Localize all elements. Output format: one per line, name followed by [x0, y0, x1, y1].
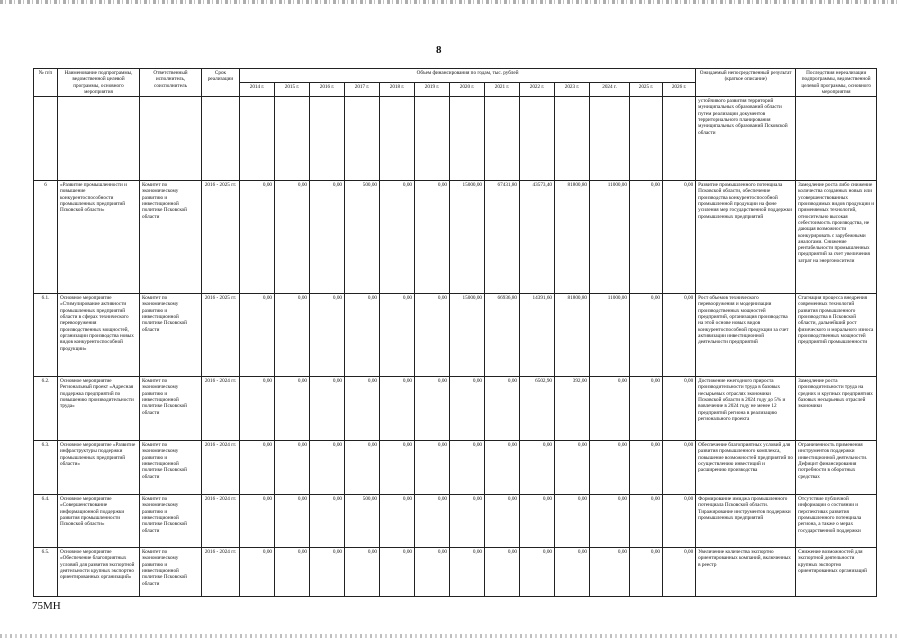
- row-value: 0,00: [275, 441, 310, 495]
- scan-edge-top: [0, 0, 899, 4]
- page-number: 8: [436, 44, 442, 56]
- row-executor: Комитет по экономическому развитию и инвестиционной политике Псковской области: [140, 294, 202, 377]
- row-value: 0,00: [380, 377, 415, 441]
- row-result: Обеспечение благоприятных условий для развития промышленного комплекса, повышение возможностей предприятий по осуществлению инвестиций и расширению производства: [696, 441, 796, 495]
- row-value: 15000,00: [450, 294, 485, 377]
- header-name: Наименование подпрограммы, ведомственной целевой программы, основного мероприятия: [58, 69, 140, 97]
- row-value: 0,00: [415, 548, 450, 597]
- row-executor: Комитет по экономическому развитию и инвестиционной политике Псковской области: [140, 548, 202, 597]
- header-row: [34, 69, 877, 83]
- row-result: Рост объемов технического перевооружения и модернизации производственных мощностей предприятий, организация производства на этой основе новых видов конкурентоспособной продукции за счет активизации инвестиционной деятельности предприятий: [696, 294, 796, 377]
- row-value: 0,00: [663, 441, 696, 495]
- row-value: 0,00: [310, 181, 345, 294]
- row-value: 0,00: [345, 548, 380, 597]
- header-year: 2025 г.: [630, 83, 663, 97]
- row-value: 0,00: [275, 548, 310, 597]
- row-value: 0,00: [520, 548, 555, 597]
- row-name: Основное мероприятие «Стимулирование активности промышленных предприятий области в сферах технического перевооружения производственных мощностей, организации производства новых видов конкурентоспособной продукции»: [58, 294, 140, 377]
- header-term: Срок реализации: [202, 69, 240, 97]
- continuation-result: устойчивого развития территорий муниципальных образований области путем реализации документов территориального планирования муниципальных образований Псковской области: [696, 97, 796, 181]
- row-value: 0,00: [240, 548, 275, 597]
- row-value: 0,00: [415, 441, 450, 495]
- row-value: 0,00: [275, 495, 310, 548]
- row-value: 0,00: [663, 181, 696, 294]
- row-value: 0,00: [630, 377, 663, 441]
- row-value: 0,00: [240, 377, 275, 441]
- row-value: 15000,00: [450, 181, 485, 294]
- row-value: 81800,80: [555, 294, 590, 377]
- row-value: 0,00: [485, 548, 520, 597]
- row-value: 0,00: [450, 548, 485, 597]
- table-row: [34, 548, 877, 597]
- header-consequences: Последствия нереализации подпрограммы, ведомственной целевой программы, основного мероприятия: [796, 69, 877, 97]
- row-value: 0,00: [663, 495, 696, 548]
- row-no: 6: [34, 181, 58, 294]
- row-executor: Комитет по экономическому развитию и инвестиционной политике Псковской области: [140, 441, 202, 495]
- row-value: 6502,90: [520, 377, 555, 441]
- row-value: 392,00: [555, 377, 590, 441]
- row-value: 0,00: [415, 495, 450, 548]
- row-value: 0,00: [310, 294, 345, 377]
- row-consequences: Замедление роста производительности труда на средних и крупных предприятиях базовых несырьевых отраслей экономики: [796, 377, 877, 441]
- row-value: 0,00: [630, 181, 663, 294]
- continuation-row: [34, 97, 877, 181]
- header-year: 2024 г.: [590, 83, 630, 97]
- row-value: 0,00: [520, 441, 555, 495]
- row-name: Основное мероприятие «Совершенствование информационной поддержки развития промышленности Псковской области»: [58, 495, 140, 548]
- header-year: 2021 г.: [485, 83, 520, 97]
- header-result: Ожидаемый непосредственный результат (краткое описание): [696, 69, 796, 97]
- scan-edge-bottom: [0, 634, 899, 638]
- row-value: 0,00: [345, 377, 380, 441]
- row-value: 0,00: [380, 181, 415, 294]
- row-value: 0,00: [590, 377, 630, 441]
- row-value: 0,00: [310, 441, 345, 495]
- row-value: 0,00: [345, 441, 380, 495]
- header-year: 2019 г.: [415, 83, 450, 97]
- row-value: 11000,00: [590, 294, 630, 377]
- row-name: Основное мероприятие «Обеспечение благоприятных условий для развития экспортной деятельности крупных экспортно ориентированных организаций»: [58, 548, 140, 597]
- row-value: 0,00: [630, 294, 663, 377]
- row-result: Развитие промышленного потенциала Псковской области, обеспечение производства конкурентоспособной промышленной продукции на фоне усиления мер государственной поддержки промышленных предприятий: [696, 181, 796, 294]
- row-consequences: Замедление роста либо снижение количества созданных новых или усовершенствованных производимых видов продукции и применяемых технологий, относительно высокая себестоимость производства, не дающая возможности конкурировать с зарубежными аналогами. Снижение рентабельности промышленных предприятий за счет увеличения затрат на энергоносители: [796, 181, 877, 294]
- row-no: 6.2.: [34, 377, 58, 441]
- row-value: 0,00: [663, 294, 696, 377]
- row-value: 0,00: [380, 548, 415, 597]
- row-value: 500,00: [345, 495, 380, 548]
- row-value: 0,00: [415, 181, 450, 294]
- row-value: 0,00: [310, 495, 345, 548]
- row-name: Основное мероприятие «Развитие инфраструктуры поддержки промышленных предприятий области»: [58, 441, 140, 495]
- header-year: 2023 г.: [555, 83, 590, 97]
- row-value: 0,00: [240, 441, 275, 495]
- row-executor: Комитет по экономическому развитию и инвестиционной политике Псковской области: [140, 377, 202, 441]
- row-term: 2016 - 2025 гг.: [202, 181, 240, 294]
- row-value: 0,00: [630, 548, 663, 597]
- row-value: 0,00: [663, 548, 696, 597]
- header-funding: Объем финансирования по годам, тыс. рублей: [240, 69, 696, 83]
- row-executor: Комитет по экономическому развитию и инвестиционной политике Псковской области: [140, 495, 202, 548]
- row-value: 0,00: [555, 548, 590, 597]
- row-value: 0,00: [240, 495, 275, 548]
- row-value: 66936,80: [485, 294, 520, 377]
- row-value: 0,00: [345, 294, 380, 377]
- row-value: 0,00: [485, 377, 520, 441]
- row-consequences: Стагнация процесса внедрения современных технологий развития промышленного производства в Псковской области, дальнейший рост физического и морального износа производственных мощностей предприятий промышленности: [796, 294, 877, 377]
- row-value: 0,00: [555, 441, 590, 495]
- row-value: 81800,80: [555, 181, 590, 294]
- row-value: 0,00: [555, 495, 590, 548]
- program-table: [33, 68, 877, 597]
- row-result: Достижение ежегодного прироста производительности труда в базовых несырьевых отраслях экономики Псковской области в 2024 году до 5% и вовлечение в 2024 году не менее 12 предприятий региона в реализацию регионального проекта: [696, 377, 796, 441]
- row-result: Увеличение количества экспортно ориентированных компаний, включенных в реестр: [696, 548, 796, 597]
- row-value: 0,00: [450, 441, 485, 495]
- row-term: 2016 - 2024 гг.: [202, 377, 240, 441]
- row-value: 43573,40: [520, 181, 555, 294]
- row-value: 0,00: [450, 495, 485, 548]
- header-year: 2018 г.: [380, 83, 415, 97]
- header-year: 2014 г.: [240, 83, 275, 97]
- header-year: 2026 г.: [663, 83, 696, 97]
- row-value: 500,00: [345, 181, 380, 294]
- row-consequences: Отсутствие публичной информации о состоянии и перспективах развития промышленного потенциала региона, а также о мерах государственной поддержки: [796, 495, 877, 548]
- row-term: 2016 - 2024 гг.: [202, 441, 240, 495]
- table-row: [34, 181, 877, 294]
- row-value: 0,00: [590, 495, 630, 548]
- row-no: 6.3.: [34, 441, 58, 495]
- row-value: 0,00: [380, 441, 415, 495]
- header-year: 2022 г.: [520, 83, 555, 97]
- row-value: 0,00: [310, 377, 345, 441]
- row-value: 0,00: [450, 377, 485, 441]
- row-consequences: Снижение возможностей для экспортной деятельности крупных экспортно ориентированных организаций: [796, 548, 877, 597]
- row-no: 6.1.: [34, 294, 58, 377]
- row-value: 0,00: [240, 294, 275, 377]
- row-executor: Комитет по экономическому развитию и инвестиционной политике Псковской области: [140, 181, 202, 294]
- table-row: [34, 441, 877, 495]
- header-executor: Ответственный исполнитель, соисполнитель: [140, 69, 202, 97]
- header-year: 2015 г.: [275, 83, 310, 97]
- table-row: [34, 377, 877, 441]
- row-term: 2016 - 2024 гг.: [202, 495, 240, 548]
- row-value: 0,00: [380, 495, 415, 548]
- row-no: 6.4.: [34, 495, 58, 548]
- row-name: «Развитие промышленности и повышение конкурентоспособности промышленных предприятий Псковской области»: [58, 181, 140, 294]
- row-value: 11000,00: [590, 181, 630, 294]
- row-value: 67431,80: [485, 181, 520, 294]
- row-value: 0,00: [520, 495, 555, 548]
- row-value: 0,00: [275, 294, 310, 377]
- header-year: 2017 г.: [345, 83, 380, 97]
- row-name: Основное мероприятие Региональный проект «Адресная поддержка предприятий по повышению производительности труда»: [58, 377, 140, 441]
- row-value: 0,00: [310, 548, 345, 597]
- row-value: 0,00: [240, 181, 275, 294]
- row-consequences: Ограниченность применения инструментов поддержки инвестиционной деятельности. Дефицит финансирования потребности в оборотных средствах: [796, 441, 877, 495]
- document-stamp: 75МН: [32, 600, 61, 612]
- header-year: 2016 г.: [310, 83, 345, 97]
- row-value: 0,00: [590, 441, 630, 495]
- row-result: Формирование имиджа промышленного потенциала Псковской области. Тиражирование инструментов поддержки промышленных предприятий: [696, 495, 796, 548]
- row-value: 0,00: [275, 377, 310, 441]
- row-value: 0,00: [590, 548, 630, 597]
- row-value: 14391,60: [520, 294, 555, 377]
- header-year: 2020 г.: [450, 83, 485, 97]
- row-value: 0,00: [485, 495, 520, 548]
- row-value: 0,00: [415, 377, 450, 441]
- row-value: 0,00: [380, 294, 415, 377]
- row-term: 2016 - 2024 гг.: [202, 548, 240, 597]
- row-value: 0,00: [630, 441, 663, 495]
- table-row: [34, 495, 877, 548]
- row-value: 0,00: [415, 294, 450, 377]
- table-row: [34, 294, 877, 377]
- row-no: 6.5.: [34, 548, 58, 597]
- row-value: 0,00: [275, 181, 310, 294]
- header-no: № п/п: [34, 69, 58, 97]
- row-term: 2016 - 2025 гг.: [202, 294, 240, 377]
- row-value: 0,00: [485, 441, 520, 495]
- row-value: 0,00: [663, 377, 696, 441]
- row-value: 0,00: [630, 495, 663, 548]
